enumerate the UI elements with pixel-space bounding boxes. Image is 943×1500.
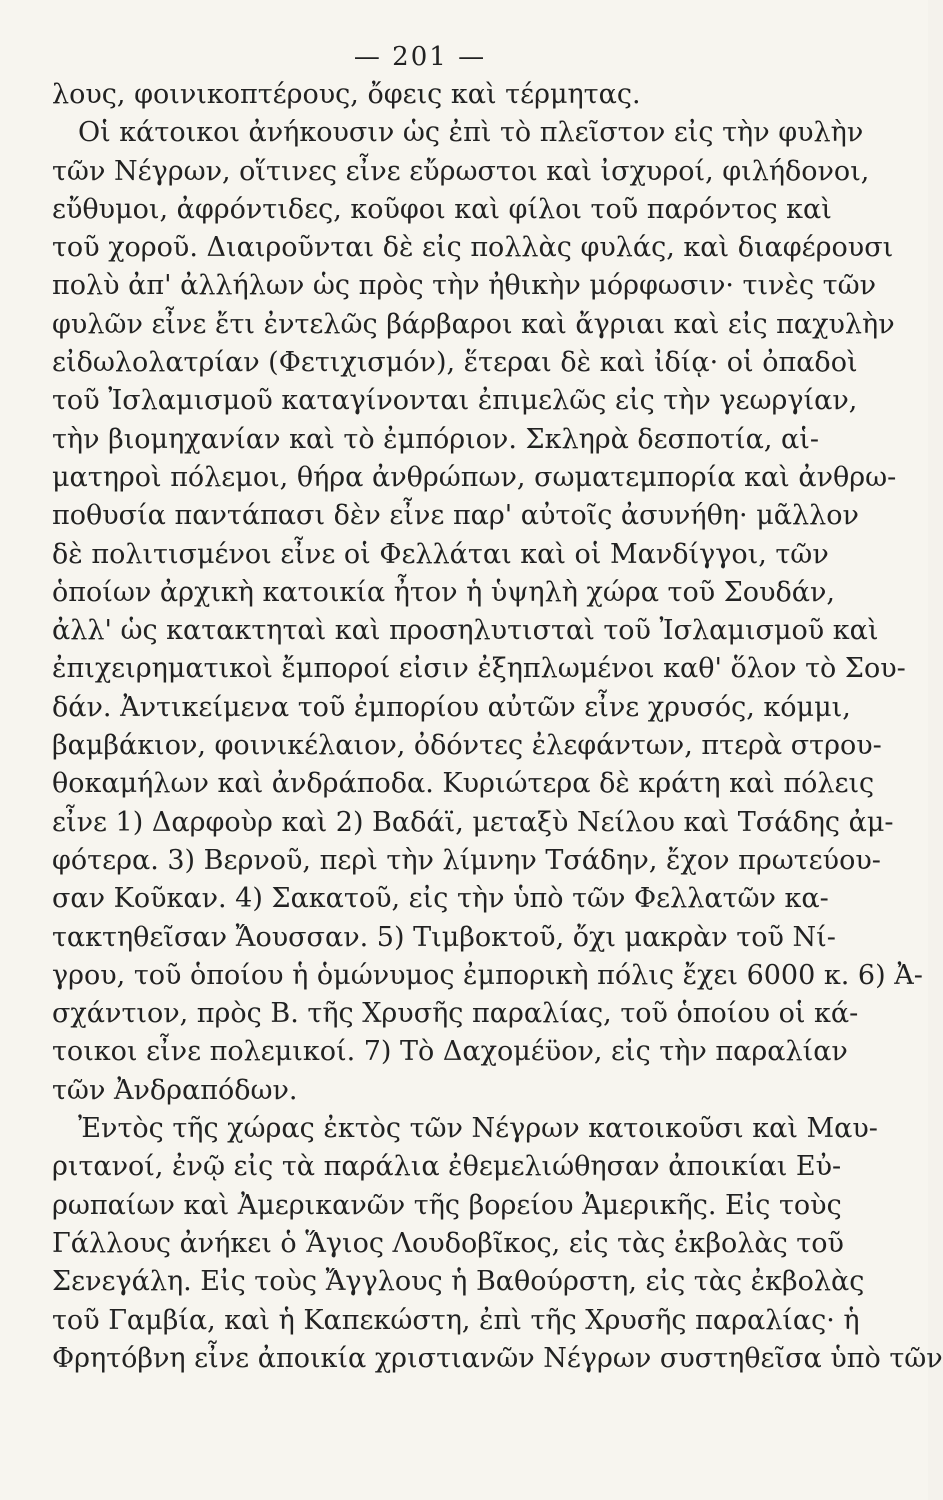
text-line: τακτηθεῖσαν Ἄουσσαν. 5) Τιμβοκτοῦ, ὄχι μακρὰν τοῦ Νί- (52, 921, 836, 953)
text-line: εὔθυμοι, ἀφρόντιδες, κοῦφοι καὶ φίλοι τοῦ παρόντος καὶ (52, 193, 832, 225)
text-line: τοικοι εἶνε πολεμικοί. 7) Τὸ Δαχομέϋον, εἰς τὴν παραλίαν (52, 1036, 848, 1068)
text-line: ριτανοί, ἐνῷ εἰς τὰ παράλια ἐθεμελιώθησαν ἀποικίαι Εὐ- (52, 1151, 842, 1183)
text-line: ἀλλ' ὡς κατακτηταὶ καὶ προσηλυτισταὶ τοῦ Ἰσλαμισμοῦ καὶ (52, 615, 879, 647)
text-line: ποθυσία παντάπασι δὲν εἶνε παρ' αὐτοῖς ἀσυνήθη· μᾶλλον (52, 500, 859, 532)
text-line: τῶν Νέγρων, οἵτινες εἶνε εὔρωστοι καὶ ἰσχυροί, φιλήδονοι, (52, 155, 870, 187)
text-line: τῶν Ἀνδραπόδων. (52, 1074, 298, 1106)
text-line: σχάντιον, πρὸς Β. τῆς Χρυσῆς παραλίας, τοῦ ὁποίου οἱ κά- (52, 998, 859, 1030)
text-line: ματηροὶ πόλεμοι, θήρα ἀνθρώπων, σωματεμπορία καὶ ἀνθρω- (52, 461, 897, 493)
text-line: Ἐντὸς τῆς χώρας ἐκτὸς τῶν Νέγρων κατοικοῦσι καὶ Μαυ- (78, 1113, 878, 1145)
text-line: τὴν βιομηχανίαν καὶ τὸ ἐμπόριον. Σκληρὰ δεσποτία, αἱ- (52, 423, 819, 455)
text-line: βαμβάκιον, φοινικέλαιον, ὀδόντες ἐλεφάντων, πτερὰ στρου- (52, 730, 882, 762)
text-line: σαν Κοῦκαν. 4) Σακατοῦ, εἰς τὴν ὑπὸ τῶν Φελλατῶν κα- (52, 883, 829, 915)
text-line: εἰδωλολατρίαν (Φετιχισμόν), ἕτεραι δὲ καὶ ἰδίᾳ· οἱ ὀπαδοὶ (52, 347, 858, 379)
text-line: Οἱ κάτοικοι ἀνήκουσιν ὡς ἐπὶ τὸ πλεῖστον εἰς τὴν φυλὴν (78, 117, 864, 149)
text-line: ἐπιχειρηματικοὶ ἔμποροί εἰσιν ἐξηπλωμένοι καθ' ὅλον τὸ Σου- (52, 653, 906, 685)
text-line: τοῦ χοροῦ. Διαιροῦνται δὲ εἰς πολλὰς φυλάς, καὶ διαφέρουσι (52, 232, 894, 264)
text-line: Γάλλους ἀνήκει ὁ Ἅγιος Λουδοβῖκος, εἰς τὰς ἐκβολὰς τοῦ (52, 1227, 844, 1259)
text-line: ρωπαίων καὶ Ἀμερικανῶν τῆς βορείου Ἀμερικῆς. Εἰς τοὺς (52, 1189, 842, 1221)
body-text (52, 76, 943, 1378)
text-line: φότερα. 3) Βερνοῦ, περὶ τὴν λίμνην Τσάδην, ἔχον πρωτεύου- (52, 844, 881, 876)
text-line: λους, φοινικοπτέρους, ὄφεις καὶ τέρμητας. (52, 79, 641, 110)
text-line: εἶνε 1) Δαρφοὺρ καὶ 2) Βαδάϊ, μεταξὺ Νείλου καὶ Τσάδης ἀμ- (52, 806, 894, 838)
text-line: δάν. Ἀντικείμενα τοῦ ἐμπορίου αὐτῶν εἶνε χρυσός, κόμμι, (52, 691, 851, 723)
text-line: τοῦ Ἰσλαμισμοῦ καταγίνονται ἐπιμελῶς εἰς τὴν γεωργίαν, (52, 385, 858, 417)
text-line: ὁποίων ἀρχικὴ κατοικία ἦτον ἡ ὑψηλὴ χώρα τοῦ Σουδάν, (52, 576, 835, 608)
page-number: — 201 — (353, 42, 487, 72)
text-line: Φρητόβνη εἶνε ἀποικία χριστιανῶν Νέγρων συστηθεῖσα ὑπὸ τῶν (52, 1342, 943, 1374)
text-line: τοῦ Γαμβία, καὶ ἡ Καπεκώστη, ἐπὶ τῆς Χρυσῆς παραλίας· ἡ (52, 1304, 860, 1336)
text-line: Σενεγάλη. Εἰς τοὺς Ἄγγλους ἡ Βαθούρστη, εἰς τὰς ἐκβολὰς (52, 1266, 865, 1298)
text-line: πολὺ ἀπ' ἀλλήλων ὡς πρὸς τὴν ἠθικὴν μόρφωσιν· τινὲς τῶν (52, 270, 877, 302)
text-line: θοκαμήλων καὶ ἀνδράποδα. Κυριώτερα δὲ κράτη καὶ πόλεις (52, 768, 875, 800)
text-line: γρου, τοῦ ὁποίου ἡ ὁμώνυμος ἐμπορικὴ πόλις ἔχει 6000 κ. 6) Ἀ- (52, 959, 923, 991)
text-line: φυλῶν εἶνε ἔτι ἐντελῶς βάρβαροι καὶ ἄγριαι καὶ εἰς παχυλὴν (52, 308, 895, 340)
text-line: δὲ πολιτισμένοι εἶνε οἱ Φελλάται καὶ οἱ Μανδίγγοι, τῶν (52, 538, 829, 570)
